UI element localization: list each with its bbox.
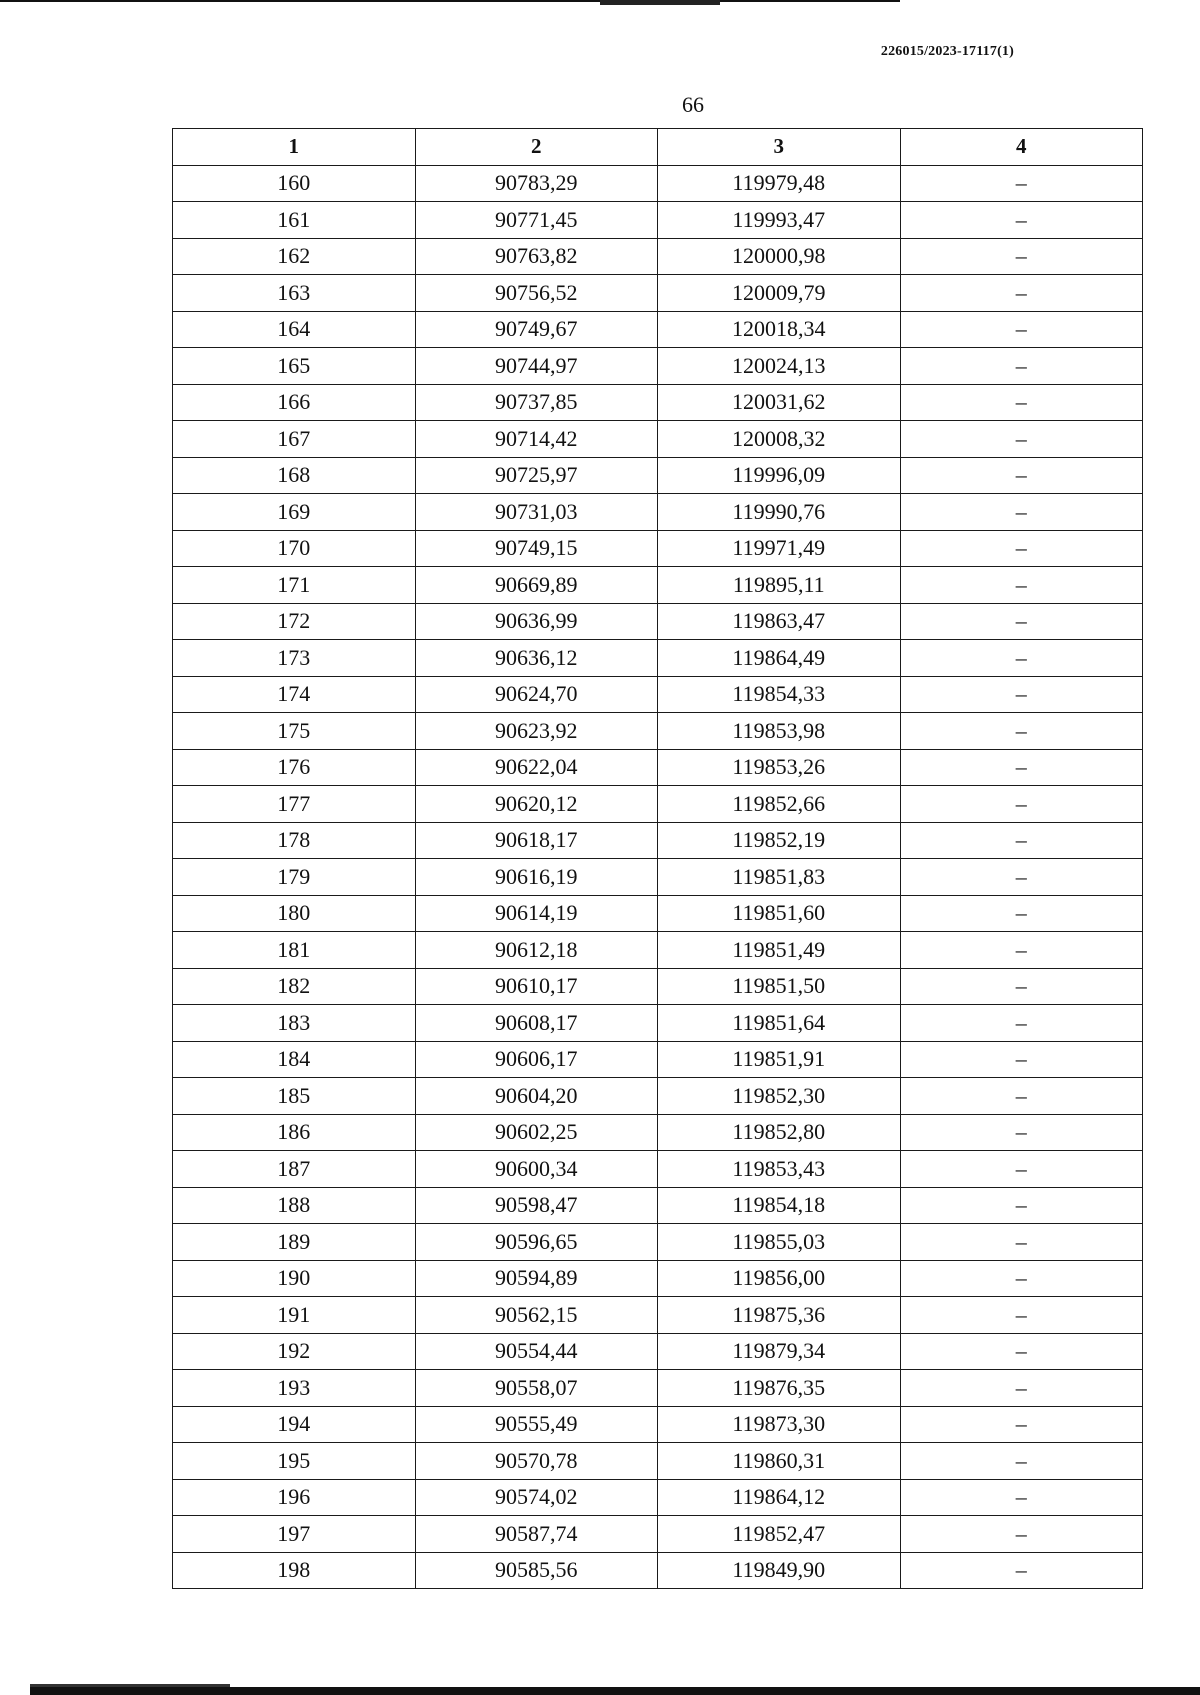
table-cell-col3: 119851,60: [658, 895, 901, 932]
table-row: [173, 275, 1143, 312]
table-cell-col4: –: [900, 932, 1143, 969]
table-row: [173, 603, 1143, 640]
table-cell-col2: 90731,03: [415, 494, 658, 531]
table-cell-col4: –: [900, 1041, 1143, 1078]
table-cell-col3: 120018,34: [658, 311, 901, 348]
table-cell-col4: –: [900, 786, 1143, 823]
table-cell-col4: –: [900, 1187, 1143, 1224]
table-cell-col3: 120009,79: [658, 275, 901, 312]
table-cell-col2: 90725,97: [415, 457, 658, 494]
table-cell-col2: 90636,12: [415, 640, 658, 677]
table-cell-col4: –: [900, 859, 1143, 896]
table-row: [173, 786, 1143, 823]
table-cell-col2: 90600,34: [415, 1151, 658, 1188]
table-cell-col4: –: [900, 603, 1143, 640]
table-cell-col3: 119852,66: [658, 786, 901, 823]
table-cell-col2: 90570,78: [415, 1443, 658, 1480]
table-cell-col2: 90636,99: [415, 603, 658, 640]
scan-edge-top: [0, 0, 900, 2]
scan-edge-top-mark: [600, 0, 720, 5]
table-row: [173, 165, 1143, 202]
table-cell-col2: 90594,89: [415, 1260, 658, 1297]
table-row: [173, 895, 1143, 932]
table-header-row: [173, 129, 1143, 166]
table-cell-col1: 197: [173, 1516, 416, 1553]
table-cell-col3: 119895,11: [658, 567, 901, 604]
table-cell-col4: –: [900, 640, 1143, 677]
table-cell-col2: 90608,17: [415, 1005, 658, 1042]
table-cell-col1: 189: [173, 1224, 416, 1261]
table-cell-col1: 167: [173, 421, 416, 458]
table-row: [173, 1297, 1143, 1334]
table-cell-col3: 119851,83: [658, 859, 901, 896]
table-row: [173, 1078, 1143, 1115]
table-cell-col1: 180: [173, 895, 416, 932]
table-cell-col3: 119864,49: [658, 640, 901, 677]
table-row: [173, 968, 1143, 1005]
table-cell-col3: 119855,03: [658, 1224, 901, 1261]
table-cell-col1: 172: [173, 603, 416, 640]
table-cell-col2: 90596,65: [415, 1224, 658, 1261]
table-cell-col4: –: [900, 822, 1143, 859]
table-cell-col3: 120000,98: [658, 238, 901, 275]
table-cell-col3: 119854,33: [658, 676, 901, 713]
scan-edge-bottom: [30, 1687, 1200, 1695]
table-cell-col3: 119856,00: [658, 1260, 901, 1297]
table-cell-col1: 196: [173, 1479, 416, 1516]
table-row: [173, 1443, 1143, 1480]
table-cell-col3: 119876,35: [658, 1370, 901, 1407]
table-cell-col2: 90616,19: [415, 859, 658, 896]
table-cell-col1: 195: [173, 1443, 416, 1480]
table-row: [173, 1224, 1143, 1261]
table-cell-col4: –: [900, 1114, 1143, 1151]
table-cell-col4: –: [900, 713, 1143, 750]
table-cell-col2: 90669,89: [415, 567, 658, 604]
table-row: [173, 749, 1143, 786]
table-row: [173, 1151, 1143, 1188]
table-cell-col3: 119852,80: [658, 1114, 901, 1151]
table-cell-col1: 162: [173, 238, 416, 275]
table-cell-col1: 184: [173, 1041, 416, 1078]
table-cell-col3: 119996,09: [658, 457, 901, 494]
table-cell-col2: 90585,56: [415, 1552, 658, 1589]
table-cell-col1: 169: [173, 494, 416, 531]
table-row: [173, 859, 1143, 896]
column-header-4: 4: [900, 129, 1143, 166]
table-cell-col2: 90737,85: [415, 384, 658, 421]
table-cell-col3: 119851,64: [658, 1005, 901, 1042]
table-cell-col3: 119864,12: [658, 1479, 901, 1516]
table-cell-col4: –: [900, 457, 1143, 494]
table-cell-col3: 119863,47: [658, 603, 901, 640]
table-cell-col3: 119851,50: [658, 968, 901, 1005]
table-row: [173, 1005, 1143, 1042]
table-cell-col1: 166: [173, 384, 416, 421]
table-cell-col1: 164: [173, 311, 416, 348]
table-cell-col4: –: [900, 1005, 1143, 1042]
table-cell-col4: –: [900, 238, 1143, 275]
table-cell-col1: 188: [173, 1187, 416, 1224]
table-cell-col3: 119853,26: [658, 749, 901, 786]
table-cell-col3: 120008,32: [658, 421, 901, 458]
table-row: [173, 311, 1143, 348]
table-cell-col3: 119853,98: [658, 713, 901, 750]
table-cell-col3: 119873,30: [658, 1406, 901, 1443]
table-cell-col2: 90756,52: [415, 275, 658, 312]
table-cell-col3: 119854,18: [658, 1187, 901, 1224]
table-cell-col4: –: [900, 348, 1143, 385]
table-row: [173, 1114, 1143, 1151]
table-row: [173, 1516, 1143, 1553]
table-cell-col1: 183: [173, 1005, 416, 1042]
table-cell-col4: –: [900, 1224, 1143, 1261]
table-row: [173, 348, 1143, 385]
table-cell-col4: –: [900, 421, 1143, 458]
table-row: [173, 202, 1143, 239]
table-cell-col3: 119993,47: [658, 202, 901, 239]
table-cell-col4: –: [900, 275, 1143, 312]
table-cell-col4: –: [900, 1406, 1143, 1443]
table-cell-col2: 90620,12: [415, 786, 658, 823]
table-cell-col2: 90618,17: [415, 822, 658, 859]
table-cell-col4: –: [900, 384, 1143, 421]
table-cell-col2: 90562,15: [415, 1297, 658, 1334]
table-cell-col1: 175: [173, 713, 416, 750]
table-cell-col2: 90714,42: [415, 421, 658, 458]
table-cell-col1: 194: [173, 1406, 416, 1443]
table-row: [173, 494, 1143, 531]
table-row: [173, 421, 1143, 458]
table-row: [173, 567, 1143, 604]
table-cell-col1: 179: [173, 859, 416, 896]
table-cell-col4: –: [900, 749, 1143, 786]
table-cell-col4: –: [900, 1151, 1143, 1188]
table-cell-col2: 90623,92: [415, 713, 658, 750]
table-cell-col3: 120024,13: [658, 348, 901, 385]
table-row: [173, 457, 1143, 494]
table-row: [173, 1479, 1143, 1516]
table-cell-col1: 185: [173, 1078, 416, 1115]
table-row: [173, 1370, 1143, 1407]
table-cell-col2: 90606,17: [415, 1041, 658, 1078]
table-cell-col4: –: [900, 1370, 1143, 1407]
table-cell-col4: –: [900, 1333, 1143, 1370]
table-cell-col3: 119853,43: [658, 1151, 901, 1188]
table-cell-col1: 178: [173, 822, 416, 859]
table-cell-col3: 119979,48: [658, 165, 901, 202]
table-cell-col3: 119851,91: [658, 1041, 901, 1078]
table-cell-col4: –: [900, 1443, 1143, 1480]
table-cell-col2: 90598,47: [415, 1187, 658, 1224]
table-row: [173, 1187, 1143, 1224]
table-cell-col2: 90604,20: [415, 1078, 658, 1115]
table-cell-col1: 168: [173, 457, 416, 494]
table-row: [173, 640, 1143, 677]
table-cell-col2: 90624,70: [415, 676, 658, 713]
table-cell-col2: 90587,74: [415, 1516, 658, 1553]
coordinates-table: [172, 128, 1143, 1589]
page-number: 66: [682, 92, 704, 117]
table-cell-col4: –: [900, 1260, 1143, 1297]
table-cell-col4: –: [900, 895, 1143, 932]
table-cell-col4: –: [900, 1297, 1143, 1334]
document-id: 226015/2023-17117(1): [880, 44, 1014, 59]
table-cell-col3: 120031,62: [658, 384, 901, 421]
table-row: [173, 1260, 1143, 1297]
table-cell-col2: 90574,02: [415, 1479, 658, 1516]
table-cell-col4: –: [900, 165, 1143, 202]
table-row: [173, 1552, 1143, 1589]
table-body: [173, 165, 1143, 1589]
table-cell-col2: 90771,45: [415, 202, 658, 239]
table-row: [173, 676, 1143, 713]
table-cell-col3: 119971,49: [658, 530, 901, 567]
table-cell-col2: 90558,07: [415, 1370, 658, 1407]
table-cell-col1: 187: [173, 1151, 416, 1188]
table-cell-col1: 161: [173, 202, 416, 239]
table-cell-col3: 119875,36: [658, 1297, 901, 1334]
table-cell-col2: 90614,19: [415, 895, 658, 932]
table-cell-col3: 119860,31: [658, 1443, 901, 1480]
table-cell-col1: 182: [173, 968, 416, 1005]
table-cell-col1: 186: [173, 1114, 416, 1151]
table-cell-col4: –: [900, 1552, 1143, 1589]
table-row: [173, 713, 1143, 750]
table-cell-col1: 176: [173, 749, 416, 786]
table-row: [173, 1041, 1143, 1078]
table-cell-col2: 90783,29: [415, 165, 658, 202]
table-cell-col1: 177: [173, 786, 416, 823]
table-cell-col3: 119851,49: [658, 932, 901, 969]
table-cell-col3: 119852,30: [658, 1078, 901, 1115]
table-cell-col2: 90749,67: [415, 311, 658, 348]
column-header-2: 2: [415, 129, 658, 166]
table-cell-col2: 90610,17: [415, 968, 658, 1005]
table-cell-col4: –: [900, 202, 1143, 239]
table-cell-col1: 163: [173, 275, 416, 312]
table-cell-col4: –: [900, 1516, 1143, 1553]
table-cell-col4: –: [900, 494, 1143, 531]
column-header-1: 1: [173, 129, 416, 166]
column-header-3: 3: [658, 129, 901, 166]
table-cell-col1: 190: [173, 1260, 416, 1297]
table-cell-col4: –: [900, 968, 1143, 1005]
table-cell-col2: 90555,49: [415, 1406, 658, 1443]
table-cell-col2: 90602,25: [415, 1114, 658, 1151]
table-cell-col1: 160: [173, 165, 416, 202]
table-row: [173, 1406, 1143, 1443]
table-cell-col1: 192: [173, 1333, 416, 1370]
table-cell-col2: 90744,97: [415, 348, 658, 385]
table-cell-col4: –: [900, 1479, 1143, 1516]
table-cell-col2: 90554,44: [415, 1333, 658, 1370]
table-cell-col4: –: [900, 311, 1143, 348]
table-row: [173, 384, 1143, 421]
table-cell-col1: 171: [173, 567, 416, 604]
table-cell-col3: 119879,34: [658, 1333, 901, 1370]
table-cell-col3: 119852,47: [658, 1516, 901, 1553]
table-row: [173, 822, 1143, 859]
table-cell-col1: 174: [173, 676, 416, 713]
table-cell-col4: –: [900, 530, 1143, 567]
table-cell-col2: 90763,82: [415, 238, 658, 275]
table-cell-col3: 119852,19: [658, 822, 901, 859]
table-cell-col1: 191: [173, 1297, 416, 1334]
table-cell-col1: 181: [173, 932, 416, 969]
table-cell-col1: 170: [173, 530, 416, 567]
table-cell-col2: 90749,15: [415, 530, 658, 567]
table-cell-col1: 173: [173, 640, 416, 677]
table-cell-col3: 119849,90: [658, 1552, 901, 1589]
table-cell-col4: –: [900, 676, 1143, 713]
table-row: [173, 238, 1143, 275]
table-cell-col1: 165: [173, 348, 416, 385]
table-cell-col2: 90622,04: [415, 749, 658, 786]
table-row: [173, 1333, 1143, 1370]
table-row: [173, 932, 1143, 969]
table-cell-col3: 119990,76: [658, 494, 901, 531]
table-row: [173, 530, 1143, 567]
table-cell-col4: –: [900, 1078, 1143, 1115]
table-cell-col1: 198: [173, 1552, 416, 1589]
table-cell-col4: –: [900, 567, 1143, 604]
table-cell-col2: 90612,18: [415, 932, 658, 969]
table-cell-col1: 193: [173, 1370, 416, 1407]
